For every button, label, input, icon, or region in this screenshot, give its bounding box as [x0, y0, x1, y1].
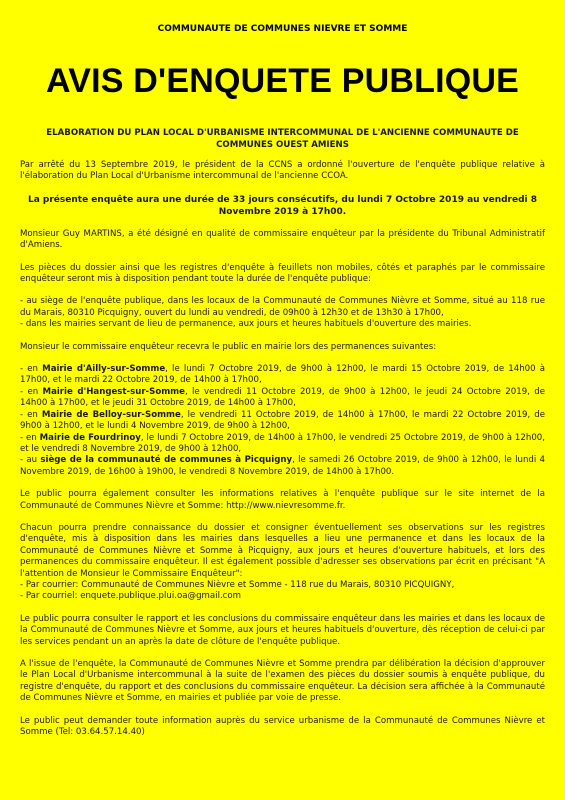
list-item: - en Mairie d'Ailly-sur-Somme, le lundi 7 Octobre 2019, de 9h00 à 12h00, le mardi 15 Octobre 2019, de 14h00 à 17h00, et le mardi 22 Octobre 2019, de 14h00 à 17h00,: [20, 364, 545, 386]
list-item: - en Mairie de Fourdrinoy, le lundi 7 Octobre 2019, de 14h00 à 17h00, le vendredi 25 Octobre 2019, de 9h00 à 12h00, et le vendredi 8 Novembre 2019, de 9h00 à 12h00,: [20, 432, 545, 454]
page-title: AVIS D'ENQUETE PUBLIQUE: [46, 62, 519, 100]
paragraph-commissioner: Monsieur Guy MARTINS, a été désigné en qualité de commissaire enquêteur par la présidente du Tribunal Administratif d'Amiens.: [20, 228, 545, 251]
paragraph-decision: A l'issue de l'enquête, la Communauté de Communes Nièvre et Somme prendra par délibération la décision d'approuver le Plan Local d'Urbanisme intercommunal à la suite de l'examen des pièces du dossier soumis à enquête publique, du registre d'enquête, du rapport et des conclusions du commissaire enquêteur. La décision sera affichée à la Communauté de Communes Nièvre et Somme, en mairies et publiée par voie de presse.: [20, 659, 545, 704]
observations-mail: - Par courrier: Communauté de Communes Nièvre et Somme - 118 rue du Marais, 80310 PICQUIGNY,: [20, 579, 455, 590]
permanences-list: [20, 364, 545, 478]
paragraph-duration: La présente enquête aura une durée de 33 jours consécutifs, du lundi 7 Octobre 2019 au vendredi 8 Novembre 2019 à 17h00.: [27, 194, 538, 217]
paragraph-report: Le public pourra consulter le rapport et les conclusions du commissaire enquêteur dans les mairies et dans les locaux de la Communauté de Communes Nièvre et Somme, aux jours et heures habituels d'ouverture, dès réception de celui-ci par les services pendant un an après la date de clôture de l'enquête publique.: [20, 613, 545, 647]
location-headquarters: - au siège de l'enquête publique, dans les locaux de la Communauté de Communes Nièvre et Somme, situé au 118 rue du Marais, 80310 Picquigny, ouvert du lundi au vendredi, de 09h00 à 12h30 et de 13h30 à 17h00,: [20, 296, 545, 318]
location-mairies: - dans les mairies servant de lieu de permanence, aux jours et heures habituels d'ouverture des mairies.: [20, 319, 472, 330]
list-item: - en Mairie d'Hangest-sur-Somme, le vendredi 11 Octobre 2019, de 9h00 à 12h00, le jeudi 24 Octobre 2019, de 14h00 à 17h00, et le jeudi 31 Octobre 2019, de 14h00 à 17h00,: [20, 386, 545, 409]
observations-text: Chacun pourra prendre connaissance du dossier et consigner éventuellement ses observations sur les registres d'enquête, mis à disposition dans les mairies dans lesquelles a lieu une permanence et dans les locaux de la Communauté de Communes Nièvre et Somme à Picquigny, aux jours et heures d'ouverture habituels, et lors des permanences du commissaire enquêteur. Il est également possible d'adresser ses observations par écrit en précisant "A l'attention de Monsieur le Commissaire Enquêteur":: [20, 522, 545, 579]
paragraph-contact: Le public peut demander toute information auprès du service urbanisme de la Communauté de Communes Nièvre et Somme (Tel: 03.64.57.14.40): [20, 715, 545, 738]
permanence-place: Mairie de Fourdrinoy: [39, 432, 141, 443]
paragraph-observations: [20, 523, 545, 603]
paragraph-permanences-intro: Monsieur le commissaire enquêteur recevra le public en mairie lors des permanences suivantes:: [20, 341, 437, 352]
paragraph-locations: [20, 296, 545, 330]
permanence-place: siège de la communauté de communes à Picquigny: [40, 455, 293, 466]
list-item: - en Mairie de Belloy-sur-Somme, le vendredi 11 Octobre 2019, de 14h00 à 17h00, le mardi 22 Octobre 2019, de 9h00 à 12h00, et le lundi 4 Novembre 2019, de 9h00 à 12h00,: [20, 409, 545, 432]
permanence-place: Mairie d'Hangest-sur-Somme: [42, 386, 185, 397]
organization-header: COMMUNAUTE DE COMMUNES NIEVRE ET SOMME: [157, 24, 408, 34]
paragraph-decree: Par arrêté du 13 Septembre 2019, le président de la CCNS a ordonné l'ouverture de l'enquête publique relative à l'élaboration du Plan Local d'Urbanisme intercommunal de l'ancienne CCOA.: [20, 160, 545, 182]
list-item: - au siège de la communauté de communes à Picquigny, le samedi 26 Octobre 2019, de 9h00 à 12h00, le lundi 4 Novembre 2019, de 16h00 à 19h00, le vendredi 8 Novembre 2019, de 14h00 à 17h00.: [20, 455, 545, 477]
notice-body: [20, 160, 545, 738]
permanence-place: Mairie de Belloy-sur-Somme: [41, 409, 181, 420]
observations-email: - Par courriel: enquete.publique.plui.oa@gmail.com: [20, 591, 242, 602]
paragraph-documents: Les pièces du dossier ainsi que les registres d'enquête à feuillets non mobiles, côtés et paraphés par le commissaire enquêteur seront mis à disposition pendant toute la durée de l'enquête publique:: [20, 262, 545, 285]
paragraph-website: Le public pourra également consulter les informations relatives à l'enquête publique sur le site internet de la Communauté de Communes Nièvre et Somme: http://www.nievresomme.fr.: [20, 489, 545, 511]
permanence-place: Mairie d'Ailly-sur-Somme: [42, 364, 166, 375]
page-subtitle: ELABORATION DU PLAN LOCAL D'URBANISME INTERCOMMUNAL DE L'ANCIENNE COMMUNAUTE DE COMMUNES OUEST AMIENS: [46, 128, 519, 150]
